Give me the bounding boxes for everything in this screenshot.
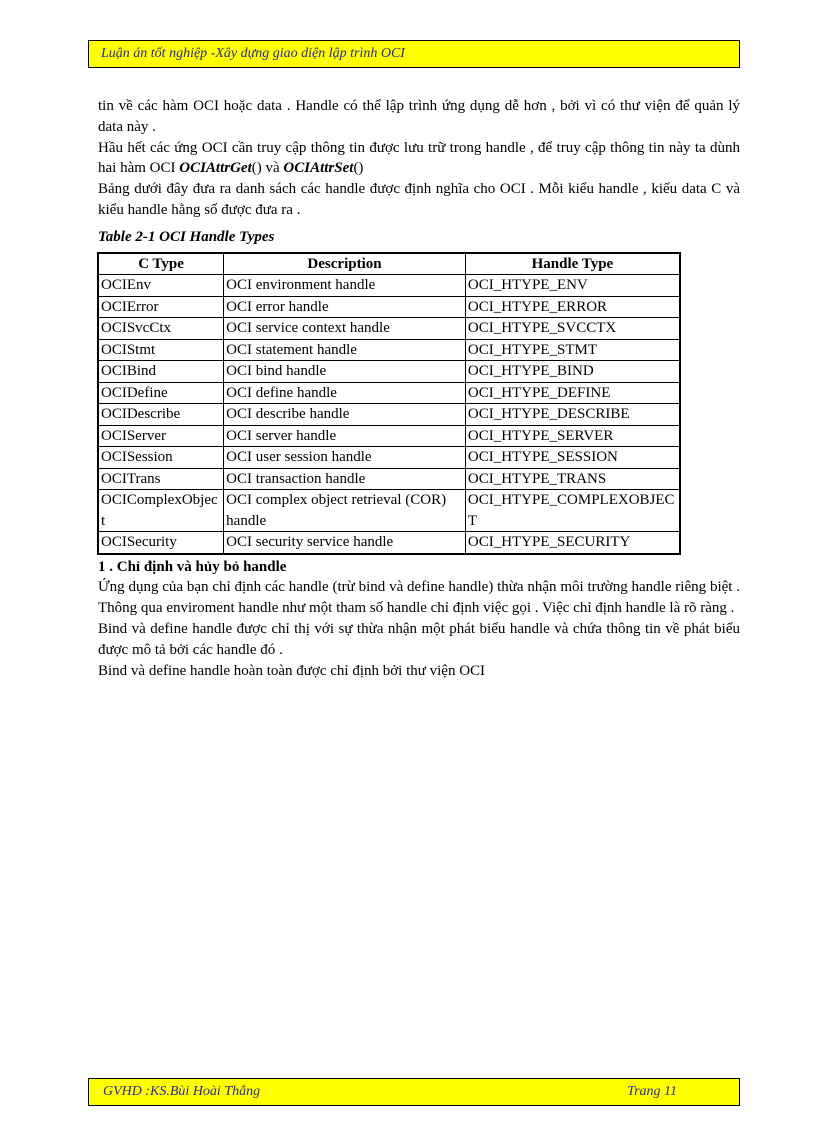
intro-paragraph-3: Bảng dưới đây đưa ra danh sách các handle được định nghĩa cho OCI . Mỗi kiểu handle , kiểu data C và kiểu handle hằng số được đưa ra . — [98, 181, 740, 218]
table-cell: OCI_HTYPE_DEFINE — [465, 382, 680, 404]
table-row — [98, 339, 680, 361]
column-header: Handle Type — [465, 253, 680, 275]
table-cell: OCI_HTYPE_BIND — [465, 361, 680, 383]
intro-paragraph-1: tin về các hàm OCI hoặc data . Handle có thể lập trình ứng dụng dễ hơn , bởi vì có thư viện để quản lý data này . — [98, 98, 740, 135]
table-cell: OCI error handle — [224, 296, 466, 318]
table-cell: OCI_HTYPE_COMPLEXOBJECT — [465, 490, 680, 532]
table-cell: OCI_HTYPE_ERROR — [465, 296, 680, 318]
table-cell: OCIDefine — [98, 382, 224, 404]
table-row — [98, 296, 680, 318]
table-cell: OCIEnv — [98, 275, 224, 297]
table-caption: Table 2-1 OCI Handle Types — [98, 228, 275, 245]
table-cell: OCI define handle — [224, 382, 466, 404]
table-cell: OCI statement handle — [224, 339, 466, 361]
table-cell: OCI_HTYPE_SVCCTX — [465, 318, 680, 340]
table-cell: OCIError — [98, 296, 224, 318]
intro-p2-text: Hầu hết các ứng OCI cần truy cập thông tin được lưu trữ trong handle , để truy cập thông tin này ta dùnh hai hàm OCI — [98, 139, 740, 177]
table-cell: OCI_HTYPE_SECURITY — [465, 532, 680, 554]
section-paragraph-3: Bind và define handle hoàn toàn được chỉ định bởi thư viện OCI — [98, 662, 486, 679]
function-name-attrget: OCIAttrGet — [179, 160, 252, 177]
intro-p2-end: () — [353, 160, 364, 177]
table-cell: OCIDescribe — [98, 404, 224, 426]
page-number: Trang 11 — [627, 1084, 677, 1099]
table-cell: OCIServer — [98, 425, 224, 447]
table-cell: OCIBind — [98, 361, 224, 383]
table-cell: OCI complex object retrieval (COR) handle — [224, 490, 466, 532]
table-cell: OCISecurity — [98, 532, 224, 554]
table-row — [98, 404, 680, 426]
table-row — [98, 490, 680, 532]
column-header: C Type — [98, 253, 224, 275]
table-header-row — [98, 253, 680, 275]
table-row — [98, 361, 680, 383]
table-row — [98, 447, 680, 469]
section-paragraph-2: Bind và define handle được chỉ thị với sự thừa nhận một phát biểu handle và chứa thông tin về phát biểu được mô tả bởi các handle đó . — [98, 620, 740, 658]
table-cell: OCI_HTYPE_ENV — [465, 275, 680, 297]
header-title: Luận án tốt nghiệp -Xây dựng giao diện lập trình OCI — [101, 46, 405, 61]
table-row — [98, 275, 680, 297]
table-cell: OCI transaction handle — [224, 468, 466, 490]
table-cell: OCIComplexObject — [98, 490, 224, 532]
page-body — [98, 96, 740, 681]
section-heading: 1 . Chỉ định và hủy bỏ handle — [98, 558, 287, 575]
table-cell: OCI environment handle — [224, 275, 466, 297]
table-cell: OCI_HTYPE_SESSION — [465, 447, 680, 469]
table-cell: OCI describe handle — [224, 404, 466, 426]
table-cell: OCI_HTYPE_DESCRIBE — [465, 404, 680, 426]
table-cell: OCISvcCtx — [98, 318, 224, 340]
table-row — [98, 382, 680, 404]
table-row — [98, 532, 680, 554]
table-cell: OCI bind handle — [224, 361, 466, 383]
page-header — [88, 40, 740, 68]
table-cell: OCIStmt — [98, 339, 224, 361]
page-footer — [88, 1078, 740, 1106]
table-cell: OCI_HTYPE_SERVER — [465, 425, 680, 447]
table-cell: OCITrans — [98, 468, 224, 490]
section-paragraph-1: Ứng dụng của bạn chỉ định các handle (trừ bind và define handle) thừa nhận môi trường handle riêng biệt . Thông qua enviroment handle như một tham số handle chỉ định việc gọi . Việc chỉ định handle là rõ ràng . — [98, 579, 740, 617]
column-header: Description — [224, 253, 466, 275]
table-cell: OCI security service handle — [224, 532, 466, 554]
table-cell: OCI_HTYPE_TRANS — [465, 468, 680, 490]
table-cell: OCI user session handle — [224, 447, 466, 469]
handle-types-table — [97, 252, 681, 555]
table-cell: OCI service context handle — [224, 318, 466, 340]
table-cell: OCISession — [98, 447, 224, 469]
table-row — [98, 318, 680, 340]
footer-supervisor: GVHD :KS.Bùi Hoài Thắng — [103, 1084, 261, 1099]
table-row — [98, 468, 680, 490]
intro-p2-mid: () và — [251, 160, 284, 177]
table-row — [98, 425, 680, 447]
intro-paragraph-2 — [98, 138, 740, 180]
table-cell: OCI server handle — [224, 425, 466, 447]
table-cell: OCI_HTYPE_STMT — [465, 339, 680, 361]
function-name-attrset: OCIAttrSet — [283, 160, 354, 177]
